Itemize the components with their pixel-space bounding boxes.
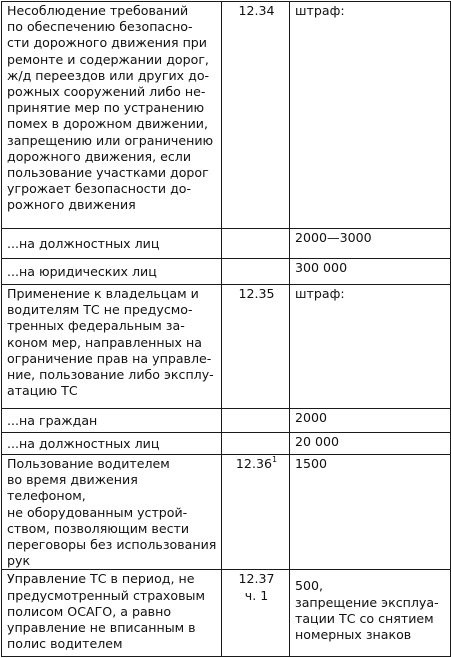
article-number: 12.34 <box>222 2 290 229</box>
violation-description: Управление ТС в период, не предусмотренный страховым полисом ОСАГО, а равно управление не вписанным в полис водителем <box>2 570 222 657</box>
sanction-amount: 2000—3000 <box>290 229 451 259</box>
violation-subject: ...на юридических лиц <box>2 259 222 285</box>
penalties-table <box>1 1 451 657</box>
table-row <box>2 285 451 409</box>
violation-subject: ...на граждан <box>2 409 222 433</box>
article-number <box>222 455 290 570</box>
article-number <box>222 409 290 433</box>
table-row <box>2 259 451 285</box>
article-number <box>222 259 290 285</box>
table-row <box>2 229 451 259</box>
table-row <box>2 2 451 229</box>
violation-description: Применение к владельцам и водителям ТС не предусмо- тренных федеральным за- коном мер, направленных на ограничение прав на управле- ние, пользование либо эксплу- атацию ТС <box>2 285 222 409</box>
article-number-text: 12.36 <box>235 456 272 471</box>
table-row <box>2 455 451 570</box>
sanction-amount: 2000 <box>290 409 451 433</box>
violation-subject: ...на должностных лиц <box>2 433 222 455</box>
article-number <box>222 229 290 259</box>
article-number: 12.35 <box>222 285 290 409</box>
table-row <box>2 433 451 455</box>
table-row <box>2 409 451 433</box>
violation-subject: ...на должностных лиц <box>2 229 222 259</box>
violation-description: Пользование водителем во время движения телефоном, не оборудованным устрой- ством, позволяющим вести переговоры без использования рук <box>2 455 222 570</box>
violation-description: Несоблюдение требований по обеспечению безопасно- сти дорожного движения при ремонте и содержании дорог, ж/д переездов или других до- рожных сооружений либо не- принятие мер по устранению помех в дорожном движении, запрещению или ограничению дорожного движения, если пользование участками дорог угрожает безопасности до- рожного движения <box>2 2 222 229</box>
sanction-amount: 1500 <box>290 455 451 570</box>
article-number: 12.37 ч. 1 <box>222 570 290 657</box>
article-number <box>222 433 290 455</box>
sanction-cell: штраф: <box>290 2 451 229</box>
sanction-amount: 300 000 <box>290 259 451 285</box>
article-superscript: 1 <box>271 455 278 464</box>
sanction-cell: 500, запрещение эксплуа- тации ТС со снятием номерных знаков <box>290 570 451 657</box>
sanction-amount: 20 000 <box>290 433 451 455</box>
sanction-cell: штраф: <box>290 285 451 409</box>
table-row <box>2 570 451 657</box>
